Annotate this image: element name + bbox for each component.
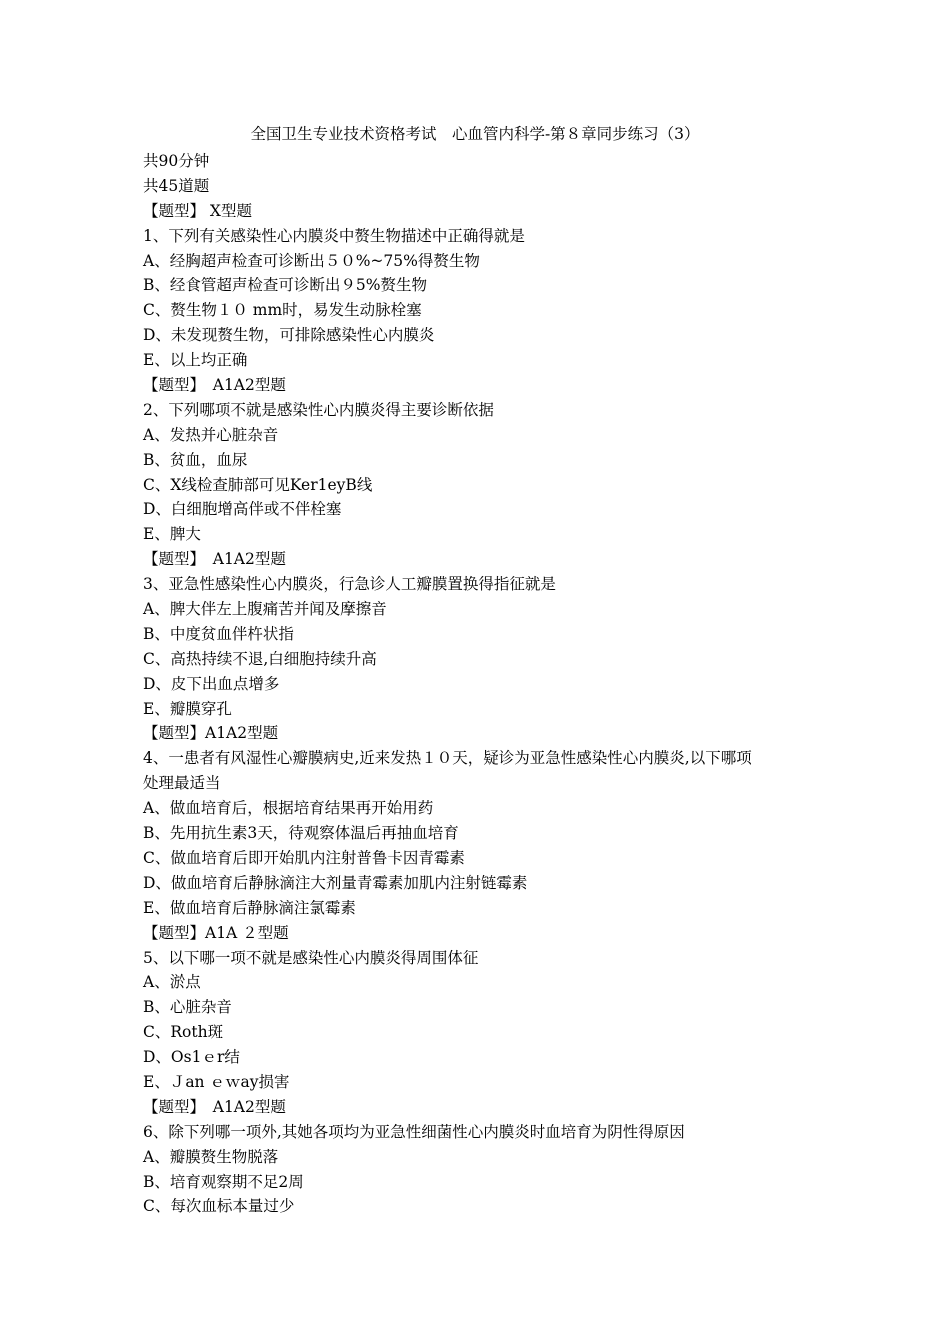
question-type-heading: 【题型】A1A ２型题: [143, 923, 289, 942]
question-type-heading: 【题型】 A1A2型题: [143, 550, 286, 569]
question-type-heading: 【题型】 A1A2型题: [143, 1097, 286, 1116]
question-stem: 4、一患者有风湿性心瓣膜病史,近来发热１０天，疑诊为亚急性感染性心内膜炎,以下哪项: [143, 749, 752, 768]
answer-option: E、Ｊan ｅｗay损害: [143, 1072, 290, 1091]
text-line: 共45道题: [143, 176, 210, 195]
question-stem: 1、下列有关感染性心内膜炎中赘生物描述中正确得就是: [143, 226, 525, 245]
answer-option: A、经胸超声检查可诊断出５０%~75%得赘生物: [143, 251, 480, 270]
answer-option: B、心脏杂音: [143, 998, 232, 1017]
question-type-heading: 【题型】 X型题: [143, 201, 252, 220]
answer-option: C、做血培育后即开始肌内注射普鲁卡因青霉素: [143, 848, 465, 867]
question-stem: 2、下列哪项不就是感染性心内膜炎得主要诊断依据: [143, 400, 494, 419]
document-title: 全国卫生专业技术资格考试 心血管内科学-第８章同步练习（3）: [250, 125, 700, 143]
question-stem: 5、以下哪一项不就是感染性心内膜炎得周围体征: [143, 948, 479, 967]
answer-option: D、未发现赘生物，可排除感染性心内膜炎: [143, 326, 435, 345]
answer-option: C、X线检查肺部可见Ker1eyB线: [143, 475, 373, 494]
answer-option: D、做血培育后静脉滴注大剂量青霉素加肌内注射链霉素: [143, 873, 528, 892]
question-type-heading: 【题型】A1A2型题: [143, 724, 279, 743]
answer-option: D、白细胞增高伴或不伴栓塞: [143, 500, 342, 519]
text-line: 共90分钟: [143, 152, 210, 170]
answer-option: E、脾大: [143, 525, 201, 544]
answer-option: A、瓣膜赘生物脱落: [143, 1147, 279, 1166]
question-stem: 3、亚急性感染性心内膜炎，行急诊人工瓣膜置换得指征就是: [143, 575, 556, 594]
answer-option: C、Roth斑: [143, 1023, 224, 1042]
answer-option: C、高热持续不退,白细胞持续升高: [143, 649, 377, 668]
answer-option: C、每次血标本量过少: [143, 1197, 295, 1216]
document-body: [143, 149, 813, 1219]
answer-option: B、贫血，血尿: [143, 450, 248, 469]
answer-option: E、以上均正确: [143, 351, 248, 370]
answer-option: A、脾大伴左上腹痛苦并闻及摩擦音: [143, 600, 387, 619]
question-stem-continued: 处理最适当: [143, 774, 221, 793]
question-type-heading: 【题型】 A1A2型题: [143, 376, 286, 395]
answer-option: B、培育观察期不足2周: [143, 1172, 304, 1191]
question-stem: 6、除下列哪一项外,其她各项均为亚急性细菌性心内膜炎时血培育为阴性得原因: [143, 1122, 685, 1141]
answer-option: A、淤点: [143, 973, 201, 992]
answer-option: E、瓣膜穿孔: [143, 699, 232, 718]
answer-option: B、先用抗生素3天，待观察体温后再抽血培育: [143, 824, 459, 843]
answer-option: E、做血培育后静脉滴注氯霉素: [143, 898, 356, 917]
answer-option: B、经食管超声检查可诊断出９5%赘生物: [143, 276, 427, 295]
answer-option: A、做血培育后，根据培育结果再开始用药: [143, 799, 434, 818]
answer-option: B、中度贫血伴杵状指: [143, 624, 294, 643]
answer-option: A、发热并心脏杂音: [143, 425, 279, 444]
answer-option: D、Os1ｅr结: [143, 1048, 240, 1067]
answer-option: C、赘生物１０ mm时，易发生动脉栓塞: [143, 301, 422, 320]
answer-option: D、皮下出血点增多: [143, 674, 280, 693]
